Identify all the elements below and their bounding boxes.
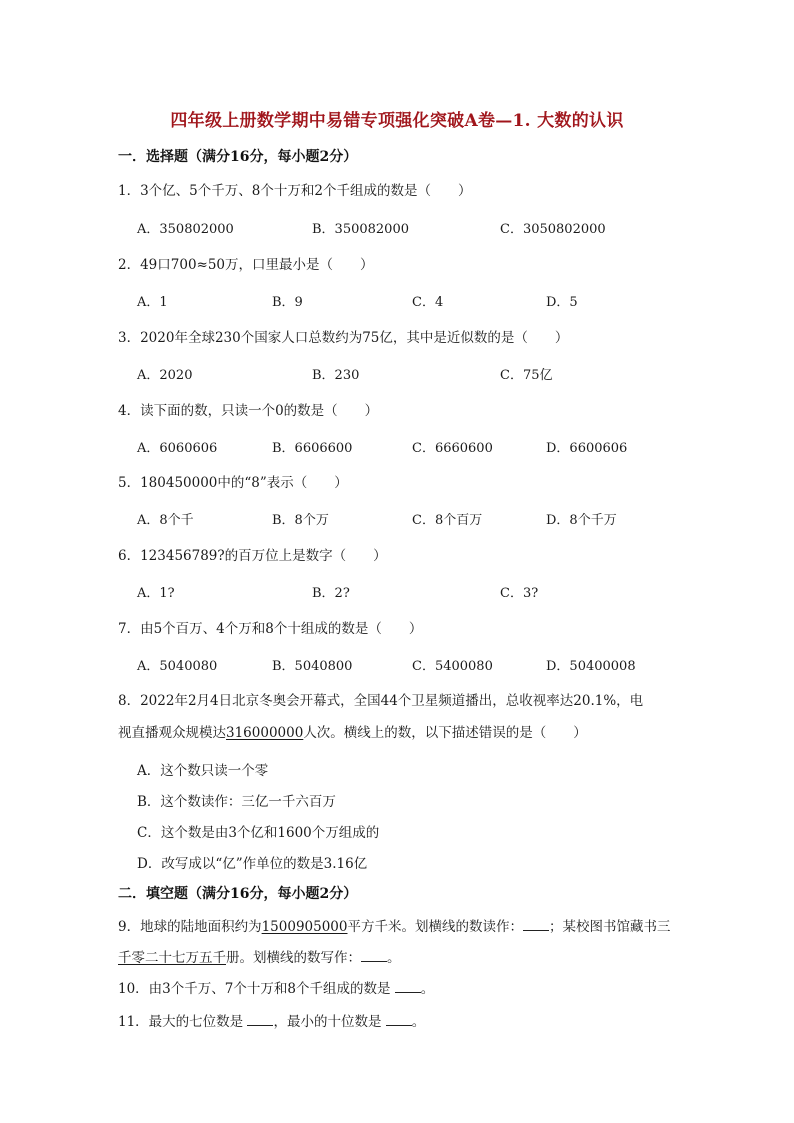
question-11-text: 11．最大的七位数是 bbox=[118, 1014, 244, 1030]
question-8-line-2 bbox=[118, 721, 587, 741]
question-10 bbox=[118, 977, 434, 997]
option-a: A．2020 bbox=[137, 368, 193, 383]
option-d: D．6600606 bbox=[546, 441, 628, 456]
option-d: D．8个千万 bbox=[546, 513, 617, 528]
question-7: 7．由5个百万、4个万和8个十组成的数是（ ） bbox=[118, 621, 423, 637]
question-9-line-1 bbox=[118, 915, 671, 935]
question-9-line-2 bbox=[118, 946, 401, 966]
underlined-number: 316000000 bbox=[226, 725, 304, 741]
option-c: C．4 bbox=[412, 295, 444, 310]
option-c: C．5400080 bbox=[412, 659, 493, 674]
question-9-text: ；某校图书馆藏书三 bbox=[549, 919, 671, 935]
question-7-options bbox=[0, 655, 794, 673]
option-a: A．350802000 bbox=[137, 222, 234, 237]
question-5: 5．180450000中的“8”表示（ ） bbox=[118, 475, 348, 491]
question-9-text: 平方千米。划横线的数读作： bbox=[347, 919, 523, 935]
question-3-options bbox=[0, 364, 794, 382]
question-6: 6．123456789?的百万位上是数字（ ） bbox=[118, 548, 387, 564]
answer-blank[interactable] bbox=[395, 980, 421, 993]
question-8-line-1: 8．2022年2月4日北京冬奥会开幕式，全国44个卫星频道播出，总收视率达20.1%，电 bbox=[118, 693, 644, 709]
question-9-end: 。 bbox=[387, 950, 401, 966]
question-9-text: 9．地球的陆地面积约为 bbox=[118, 919, 262, 935]
section-heading-fill: 二．填空题（满分16分，每小题2分） bbox=[118, 886, 358, 902]
option-a: A．8个千 bbox=[137, 513, 194, 528]
question-8-text: 人次。横线上的数，以下描述错误的是（ ） bbox=[303, 725, 587, 741]
option-c: C．3? bbox=[500, 586, 539, 601]
option-b: B．8个万 bbox=[272, 513, 329, 528]
question-1: 1．3个亿、5个千万、8个十万和2个千组成的数是（ ） bbox=[118, 183, 472, 199]
question-11 bbox=[118, 1010, 425, 1030]
option-b: B．230 bbox=[312, 368, 360, 383]
option-c: C．8个百万 bbox=[412, 513, 483, 528]
option-b: B．5040800 bbox=[272, 659, 353, 674]
option-a: A．1? bbox=[137, 586, 175, 601]
question-8-text: 视直播观众规模达 bbox=[118, 725, 226, 741]
question-9-text: 册。划横线的数写作： bbox=[226, 950, 361, 966]
option-c: C．3050802000 bbox=[500, 222, 606, 237]
section-heading-choice: 一．选择题（满分16分，每小题2分） bbox=[118, 149, 358, 165]
question-5-options bbox=[0, 509, 794, 527]
question-1-options bbox=[0, 218, 794, 236]
option-a: A．5040080 bbox=[137, 659, 218, 674]
option-c: C．75亿 bbox=[500, 368, 553, 383]
option-d: D．50400008 bbox=[546, 659, 636, 674]
document-title: 四年级上册数学期中易错专项强化突破A卷—1. 大数的认识 bbox=[170, 111, 624, 131]
option-b: B．这个数读作：三亿一千六百万 bbox=[137, 794, 336, 810]
question-10-text: 10．由3个千万、7个十万和8个千组成的数是 bbox=[118, 981, 391, 997]
question-4-options bbox=[0, 437, 794, 455]
option-a: A．6060606 bbox=[137, 441, 218, 456]
option-b: B．350082000 bbox=[312, 222, 409, 237]
option-b: B．6606600 bbox=[272, 441, 353, 456]
answer-blank[interactable] bbox=[386, 1013, 412, 1026]
question-11-text: ，最小的十位数是 bbox=[273, 1014, 382, 1030]
option-c: C．这个数是由3个亿和1600个万组成的 bbox=[137, 825, 380, 841]
underlined-number-words: 千零二十七万五千 bbox=[118, 950, 226, 966]
option-a: A．1 bbox=[137, 295, 168, 310]
question-11-end: 。 bbox=[411, 1014, 426, 1030]
question-2-options bbox=[0, 291, 794, 309]
option-d: D．5 bbox=[546, 295, 578, 310]
answer-blank[interactable] bbox=[247, 1013, 273, 1026]
option-d: D．改写成以“亿”作单位的数是3.16亿 bbox=[137, 856, 368, 872]
question-2: 2．49口700≈50万，口里最小是（ ） bbox=[118, 257, 374, 273]
option-b: B．2? bbox=[312, 586, 350, 601]
option-a: A．这个数只读一个零 bbox=[137, 763, 269, 779]
underlined-number: 1500905000 bbox=[261, 919, 348, 935]
question-10-end: 。 bbox=[420, 981, 435, 997]
question-6-options bbox=[0, 582, 794, 600]
option-c: C．6660600 bbox=[412, 441, 493, 456]
option-b: B．9 bbox=[272, 295, 303, 310]
question-3: 3．2020年全球230个国家人口总数约为75亿，其中是近似数的是（ ） bbox=[118, 330, 569, 346]
question-4: 4．读下面的数，只读一个0的数是（ ） bbox=[118, 403, 379, 419]
answer-blank[interactable] bbox=[361, 949, 387, 962]
answer-blank[interactable] bbox=[523, 918, 549, 931]
